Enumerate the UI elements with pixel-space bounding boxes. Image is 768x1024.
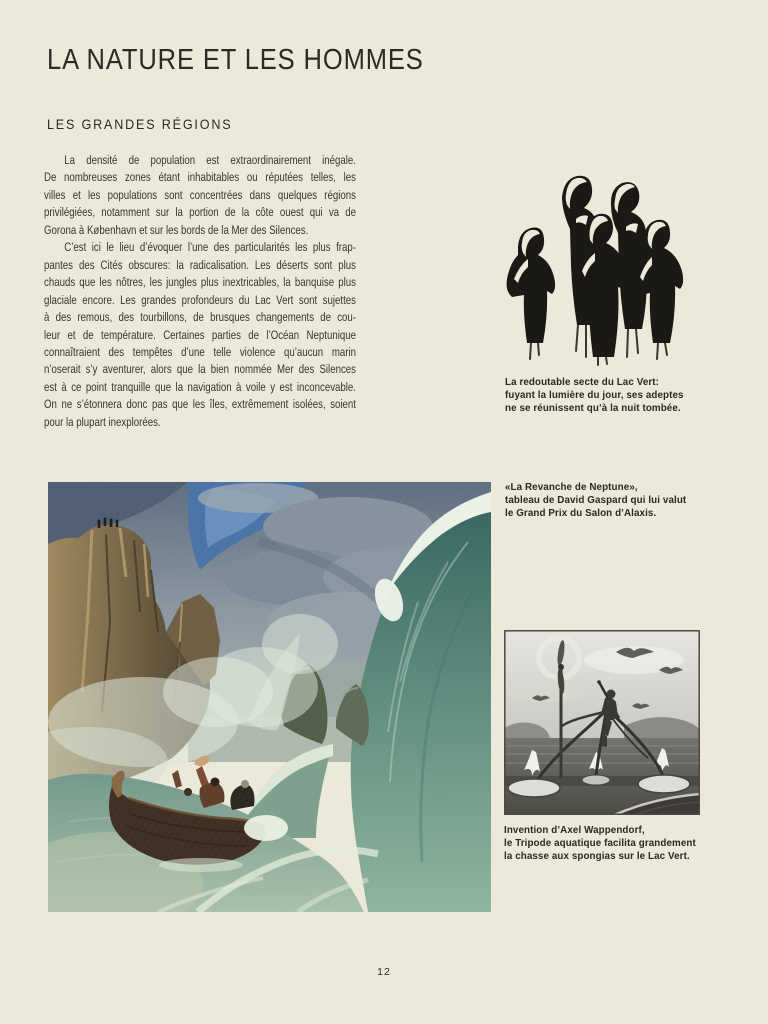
caption-line: le Tripode aquatique facilita grandement — [504, 838, 696, 850]
caption-line: Invention d’Axel Wappendorf, — [504, 825, 645, 836]
body-line: leur et de température. Certaines parties de l’Océan Neptunique — [44, 327, 356, 342]
caption-tripode — [504, 824, 696, 863]
caption-line: fuyant la lumière du jour, ses adeptes — [505, 390, 684, 402]
caption-neptune — [505, 481, 686, 520]
caption-line: ne se réunissent qu’à la nuit tombée. — [505, 403, 681, 415]
body-line: La densité de population est extraordinairement inégale. — [64, 153, 356, 167]
body-line: De nombreuses zones étant inhabitables ou réputées telles, les — [44, 170, 356, 185]
body-line: n’oserait s’y aventurer, alors que la bien nommée Mer des Silences — [44, 362, 356, 377]
caption-line: le Grand Prix du Salon d’Alaxis. — [505, 508, 657, 520]
body-line: chauds que les nôtres, les jungles plus inextricables, la banquise plus — [44, 275, 356, 290]
tripod-plate — [504, 630, 700, 815]
caption-line: tableau de David Gaspard qui lui valut — [505, 495, 687, 507]
body-line: glaciale encore. Les grandes profondeurs du Lac Vert sont sujettes — [44, 292, 356, 307]
neptune-painting — [48, 482, 491, 912]
body-line: est à ce point tranquille que la navigation à voile y est inconcevable. — [44, 379, 356, 394]
caption-line: «La Revanche de Neptune», — [505, 482, 638, 493]
hooded-sect-illustration — [498, 167, 702, 369]
caption-line: la chasse aux spongias sur le Lac Vert. — [504, 851, 690, 863]
body-line: pour la plupart inexplorées. — [44, 414, 161, 429]
body-line: On ne s’étonnera donc pas que les îles, extrêmement isolées, soient — [44, 397, 356, 412]
body-line: C’est ici le lieu d’évoquer l’une des particularités les plus frap- — [64, 240, 356, 255]
body-line: privilégiées, notamment sur la portion de la côte ouest qui va de — [44, 205, 356, 220]
page-number: 12 — [377, 966, 391, 978]
body-line: pantes des Cités obscures: la radicalisation. Les déserts sont plus — [44, 257, 356, 272]
page-title: LA NATURE ET LES HOMMES — [47, 44, 424, 76]
section-heading: LES GRANDES RÉGIONS — [47, 116, 233, 132]
right-float — [638, 775, 690, 793]
canvas-texture — [48, 482, 491, 912]
hooded-figures-group — [507, 176, 684, 357]
caption-sect — [505, 376, 684, 415]
caption-line: La redoutable secte du Lac Vert: — [505, 377, 660, 388]
body-line: connaîtraient des tempêtes d’une telle violence qu’aucun marin — [44, 344, 356, 359]
body-line: Gorona à København et sur les bords de la Mer des Silences. — [44, 222, 309, 237]
left-float — [508, 779, 560, 797]
body-line: villes et les populations sont concentrées dans quelques régions — [44, 187, 356, 202]
body-line: à des remous, des tourbillons, de brusques changements de cou- — [44, 310, 356, 325]
body-text-column — [44, 152, 356, 431]
